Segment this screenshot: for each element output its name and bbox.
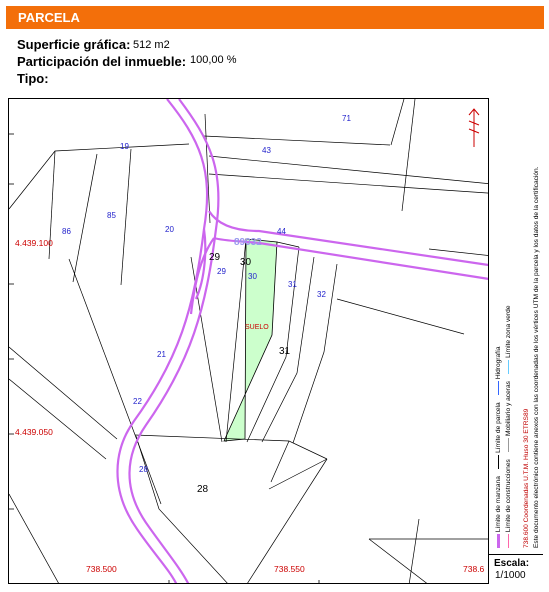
superficie-label: Superficie gráfica:: [17, 37, 131, 52]
selected-parcel: [224, 239, 277, 441]
parcel-label-28: 28: [197, 484, 209, 495]
header-title: PARCELA: [18, 10, 80, 25]
construction-limit-swatch: [508, 534, 509, 548]
parcel-label-44: 44: [277, 227, 286, 236]
tipo-label: Tipo:: [17, 71, 49, 86]
legend-hydrography: Hidrografía: [495, 346, 502, 380]
parcel-label-29: 29: [209, 252, 221, 263]
coord-x-mid: 738.550: [274, 564, 305, 574]
superficie-value: 512 m2: [133, 39, 170, 51]
parcel-label-30: 30: [240, 257, 252, 268]
legend-content: [489, 98, 544, 554]
certification-note-text: Este documento electrónico contiene anexos con las coordenadas de los vértices UTM de la parcela y los datos de la certificación.: [533, 166, 540, 548]
legend-block-limit: Límite de manzana: [495, 476, 502, 533]
coord-y-bottom: 4.439.050: [15, 427, 53, 437]
certification-note: [533, 166, 540, 548]
parcel-label-20: 20: [165, 225, 174, 234]
block-limit-swatch: [497, 534, 500, 548]
legend-green-zone: Límite zona verde: [505, 305, 512, 358]
land-use-label: SUELO: [245, 324, 269, 331]
legend-construction-limit: Límite de construcciones: [505, 459, 512, 533]
participacion-label: Participación del inmueble:: [17, 54, 187, 69]
participacion-value: 100,00 %: [190, 54, 237, 66]
parcel-limit-swatch: [498, 455, 499, 469]
scale-value: 1/1000: [495, 570, 526, 581]
coordinate-ticks: [9, 134, 319, 584]
parcel-label-21: 21: [157, 350, 166, 359]
green-zone-swatch: [508, 360, 509, 374]
scale-box: [488, 554, 543, 584]
legend-parcel-limit: Límite de parcela: [495, 402, 502, 453]
legend-furniture: Mobiliario y aceras: [505, 381, 512, 437]
legend-panel: [488, 98, 543, 554]
scale-label: Escala:: [494, 558, 530, 569]
parcel-label-30-blue: 30: [248, 272, 257, 281]
parcel-label-22: 22: [133, 397, 142, 406]
coord-x-left: 738.500: [86, 564, 117, 574]
hydrography-swatch: [498, 381, 499, 395]
cadastral-map[interactable]: [8, 98, 543, 584]
parcel-label-28-blue: 28: [139, 465, 148, 474]
parcel-label-71: 71: [342, 114, 351, 123]
cadastral-map-drawing: [9, 99, 543, 584]
legend-row-2: [505, 305, 512, 548]
coord-y-top: 4.439.100: [15, 238, 53, 248]
parcel-label-19: 19: [120, 142, 129, 151]
parcel-label-32: 32: [317, 290, 326, 299]
parcel-label-43: 43: [262, 146, 271, 155]
furniture-swatch: [508, 438, 509, 452]
parcel-label-31-blue: 31: [288, 280, 297, 289]
coord-x-right: 738.6: [463, 564, 485, 574]
utm-note: [523, 409, 530, 548]
parcel-label-29-blue: 29: [217, 267, 226, 276]
legend-row-1: [495, 347, 502, 549]
utm-note-coordinates: 738.600 Coordenadas U.T.M. Huso 30 ETRS89: [523, 408, 530, 548]
parcel-label-86: 86: [62, 227, 71, 236]
parcela-header: [6, 6, 544, 29]
parcel-label-31: 31: [279, 346, 291, 357]
selected-parcel-number: 89032: [234, 237, 262, 248]
parcel-label-85: 85: [107, 211, 116, 220]
block-limit-lines: [117, 99, 502, 584]
north-arrow-icon: [469, 109, 479, 147]
